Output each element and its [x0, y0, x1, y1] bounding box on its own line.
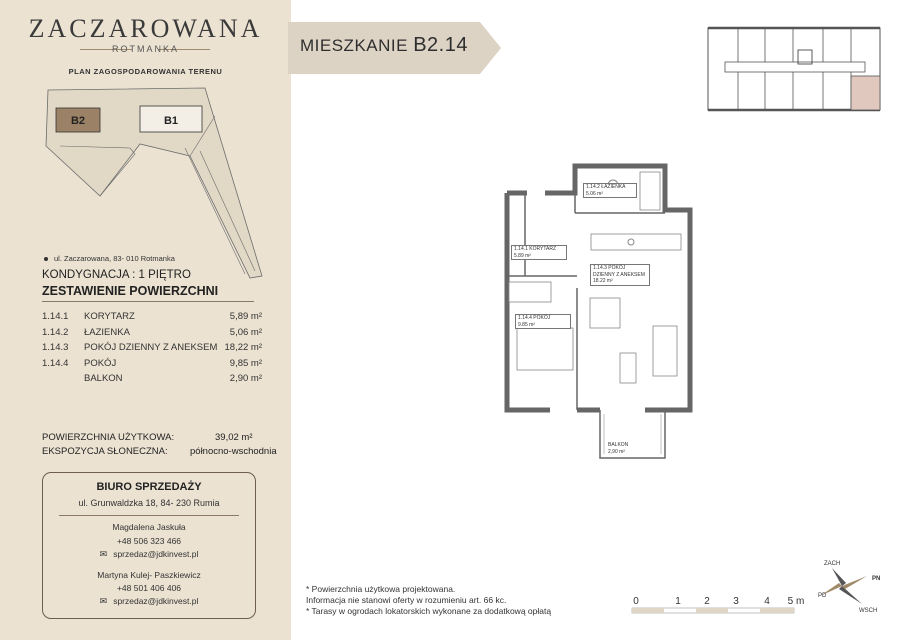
area-row [42, 327, 262, 343]
area-code: 1.14.3 [42, 342, 69, 353]
area-value: 2,90 m² [229, 373, 262, 384]
areas-table [42, 311, 262, 389]
area-value: 18,22 m² [224, 342, 262, 353]
usable-area [42, 432, 282, 443]
envelope-icon: ✉ [99, 596, 108, 606]
room-area: 2,90 m² [608, 448, 625, 455]
contact-phone[interactable]: +48 501 406 406 [116, 583, 182, 593]
scale-segment [760, 608, 794, 613]
area-row [42, 311, 262, 327]
floor-plan [495, 158, 695, 463]
bath-label [583, 183, 637, 198]
room-name: ŁAZIENKA [601, 184, 626, 190]
compass-e: PN [872, 576, 881, 582]
area-code: 1.14.2 [42, 326, 69, 338]
contact-name: Martyna Kulej- Paszkiewicz [97, 570, 201, 580]
sales-divider [59, 515, 239, 516]
key-plan [703, 20, 883, 115]
footnotes [306, 584, 551, 617]
room-code: 1.14.3 [593, 265, 607, 271]
room-area: 18.22 [593, 278, 606, 284]
footnote: * Powierzchnia użytkowa projektowana. [306, 584, 456, 594]
area-name: POKÓJ DZIENNY Z ANEKSEM [84, 342, 218, 353]
room-unit: m² [529, 321, 535, 328]
area-name: BALKON [84, 373, 123, 384]
apartment-label: MIESZKANIE [300, 36, 408, 55]
scale-segment [696, 608, 728, 613]
brand-subtitle: ROTMANKA [111, 44, 179, 54]
area-name: POKÓJ [84, 357, 117, 369]
scale-tick: 1 [675, 596, 681, 607]
area-row [42, 373, 262, 389]
footnote: * Tarasy w ogrodach lokatorskich wykonane za dodatkową opłatą [306, 606, 552, 616]
room-unit: m² [597, 190, 603, 197]
room-area: 5.06 [586, 190, 596, 197]
contact-phone[interactable]: +48 506 323 466 [116, 536, 182, 546]
compass-n: ZACH [824, 561, 841, 567]
room-code: 1.14.4 [518, 315, 532, 321]
scale-tick: 3 [733, 596, 739, 607]
contact-email-row[interactable] [43, 596, 255, 607]
areas-divider [42, 301, 254, 302]
contact-email[interactable]: sprzedaz@jdkinvest.pl [113, 596, 199, 606]
building-b1-label: B1 [163, 115, 179, 127]
living-room-label [590, 264, 650, 286]
sun-exposure-value: północno-wschodnia [190, 446, 277, 457]
room-code: 1.14.1 [514, 246, 528, 252]
sales-office-box [42, 472, 256, 619]
area-code: 1.14.4 [42, 357, 69, 369]
scale-tick: 4 [764, 596, 770, 607]
room-label [515, 314, 571, 329]
apartment-number: B2.14 [413, 34, 468, 56]
area-name: ŁAZIENKA [84, 326, 130, 338]
area-name: KORYTARZ [84, 311, 135, 322]
brand-name: ZACZAROWANA [28, 14, 263, 43]
sun-exposure-label: EKSPOZYCJA SŁONECZNA: [42, 446, 168, 457]
room-area: 5.89 [514, 252, 524, 259]
contact-email-row[interactable] [43, 549, 255, 560]
areas-heading: ZESTAWIENIE POWIERZCHNI [42, 284, 219, 298]
room-area: 9.85 [518, 321, 528, 328]
scale-tick: 5 m [787, 596, 805, 607]
usable-area-value: 39,02 m² [215, 432, 253, 443]
site-plan-title: PLAN ZAGOSPODAROWANIA TERENU [68, 67, 223, 76]
room-code: 1.14.2 [586, 184, 600, 190]
room-unit: m² [525, 252, 531, 259]
address [44, 254, 175, 263]
usable-area-label: POWIERZCHNIA UŻYTKOWA: [42, 432, 175, 443]
address-text: ul. Zaczarowana, 83- 010 Rotmanka [54, 254, 175, 263]
contact-email[interactable]: sprzedaz@jdkinvest.pl [113, 549, 199, 559]
apartment-title [300, 34, 468, 57]
room-name: POKÓJ [533, 315, 551, 321]
key-plan-highlight [851, 76, 880, 110]
contact-name: Magdalena Jaskuła [112, 522, 186, 532]
floor-level: KONDYGNACJA : 1 PIĘTRO [42, 269, 191, 281]
scale-bar [628, 592, 808, 622]
room-name: BALKON [608, 442, 629, 448]
scale-tick: 0 [633, 596, 639, 607]
area-row [42, 358, 262, 374]
room-name: POKÓJ DZIENNY Z ANEKSEM [593, 265, 645, 278]
sun-exposure [42, 446, 282, 457]
area-value: 5,06 m² [229, 326, 262, 338]
room-unit: m² [606, 278, 613, 284]
footnote: Informacja nie stanowi oferty w rozumieniu art. 66 kc. [306, 595, 507, 605]
area-value: 5,89 m² [229, 311, 262, 322]
compass-s: WSCH [859, 608, 878, 614]
sales-office-title: BIURO SPRZEDAŻY [96, 481, 202, 493]
scale-segment [632, 608, 664, 613]
corridor-label [511, 245, 567, 260]
location-dot-icon [44, 257, 48, 261]
envelope-icon: ✉ [99, 549, 108, 559]
sales-office-address: ul. Grunwaldzka 18, 84- 230 Rumia [78, 498, 220, 508]
scale-tick: 2 [704, 596, 710, 607]
compass-w: PD [818, 593, 827, 599]
info-panel [0, 0, 291, 640]
area-value: 9,85 m² [229, 357, 262, 369]
building-b2-label: B2 [70, 115, 86, 127]
balcony-label [606, 442, 660, 455]
room-name: KORYTARZ [529, 246, 557, 252]
compass-icon [812, 556, 887, 616]
area-row [42, 342, 262, 358]
area-code: 1.14.1 [42, 311, 69, 322]
